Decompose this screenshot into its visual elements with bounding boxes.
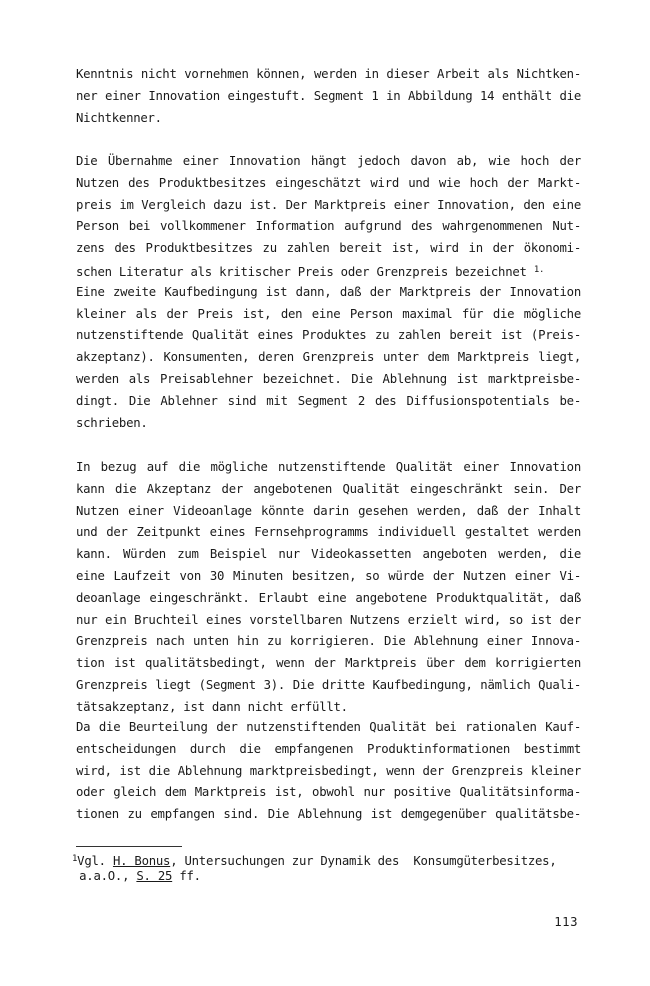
text-line: oder gleich dem Marktpreis ist, obwohl nur positive Qualitätsinforma-	[76, 785, 581, 800]
text-line: Nichtkenner.	[76, 110, 162, 125]
text-line: kleiner als der Preis ist, den eine Person maximal für die mögliche	[76, 306, 581, 321]
text-line: Grenzpreis nach unten hin zu korrigieren. Die Ablehnung einer Innova-	[76, 634, 581, 649]
text-line: Da die Beurteilung der nutzenstiftenden Qualität bei rationalen Kauf-	[76, 720, 581, 734]
page-number: 113	[554, 915, 578, 929]
footnote-prefix: Vgl.	[77, 854, 113, 868]
footnote-line-1	[72, 851, 582, 868]
text-line: dingt. Die Ablehner sind mit Segment 2 des Diffusionspotentials be-	[76, 393, 581, 408]
text-line: Nutzen des Produktbesitzes eingeschätzt wird und wie hoch der Markt-	[76, 175, 581, 190]
footnote-marker: 1.	[533, 264, 545, 275]
text-line: schrieben.	[76, 415, 148, 430]
footnote-number: 1	[72, 854, 78, 864]
paragraph-2	[76, 151, 581, 434]
text-line: deoanlage eingeschränkt. Erlaubt eine angebotene Produktqualität, daß	[76, 590, 581, 605]
text-line: Grenzpreis liegt (Segment 3). Die dritte Kaufbedingung, nämlich Quali-	[76, 677, 581, 692]
text-line: zens des Produktbesitzes zu zahlen bereit ist, wird in der ökonomi-	[76, 241, 581, 256]
text-line: nur ein Bruchteil eines vorstellbaren Nutzens erzielt wird, so ist der	[76, 612, 581, 627]
footnote-line-2	[72, 868, 582, 885]
text-line: Person bei vollkommener Information aufgrund des wahrgenommenen Nut-	[76, 219, 581, 234]
text-line: kann. Würden zum Beispiel nur Videokassetten angeboten werden, die	[76, 547, 581, 562]
text-line: kann die Akzeptanz der angebotenen Qualität eingeschränkt sein. Der	[76, 481, 581, 496]
text-line: eine Laufzeit von 30 Minuten besitzen, so würde der Nutzen einer Vi-	[76, 568, 581, 583]
paragraph-1	[76, 64, 581, 129]
footnote	[72, 851, 582, 885]
footnote-author: H. Bonus	[112, 854, 171, 868]
text-line-with-footnote	[76, 260, 581, 282]
text-line: tion ist qualitätsbedingt, wenn der Marktpreis über dem korrigierten	[76, 656, 581, 671]
text-line: Kenntnis nicht vornehmen können, werden in dieser Arbeit als Nichtken-	[76, 67, 581, 81]
text-line: akzeptanz). Konsumenten, deren Grenzpreis unter dem Marktpreis liegt,	[76, 350, 581, 365]
text-line: werden als Preisablehner bezeichnet. Die Ablehnung ist marktpreisbe-	[76, 371, 581, 386]
text-line: Die Übernahme einer Innovation hängt jedoch davon ab, wie hoch der	[76, 154, 581, 168]
footnote-source: a.a.O.,	[72, 869, 137, 883]
footnote-page-ref: S. 25	[136, 869, 173, 883]
text-line: wird, ist die Ablehnung marktpreisbedingt, wenn der Grenzpreis kleiner	[76, 763, 581, 778]
footnote-title: , Untersuchungen zur Dynamik des Konsumgüterbesitzes,	[170, 854, 557, 868]
footnote-divider	[76, 846, 182, 847]
text-line: In bezug auf die mögliche nutzenstiftende Qualität einer Innovation	[76, 460, 581, 474]
footnote-suffix: ff.	[172, 869, 201, 883]
paragraph-4	[76, 717, 581, 826]
text-line: ner einer Innovation eingestuft. Segment 1 in Abbildung 14 enthält die	[76, 88, 581, 103]
text-line: tätsakzeptanz, ist dann nicht erfüllt.	[76, 699, 348, 714]
text-line: Nutzen einer Videoanlage könnte darin gesehen werden, daß der Inhalt	[76, 503, 581, 518]
text-line: und der Zeitpunkt eines Fernsehprogramms individuell gestaltet werden	[76, 525, 581, 540]
text-line: Eine zweite Kaufbedingung ist dann, daß der Marktpreis der Innovation	[76, 284, 581, 299]
text-line: preis im Vergleich dazu ist. Der Marktpreis einer Innovation, den eine	[76, 197, 581, 212]
text-line: nutzenstiftende Qualität eines Produktes zu zahlen bereit ist (Preis-	[76, 328, 581, 343]
paragraph-3	[76, 457, 581, 719]
text-line: tionen zu empfangen sind. Die Ablehnung ist demgegenüber qualitätsbe-	[76, 807, 581, 822]
text-line-content: schen Literatur als kritischer Preis oder Grenzpreis bezeichnet	[76, 264, 527, 279]
text-line: entscheidungen durch die empfangenen Produktinformationen bestimmt	[76, 741, 581, 756]
